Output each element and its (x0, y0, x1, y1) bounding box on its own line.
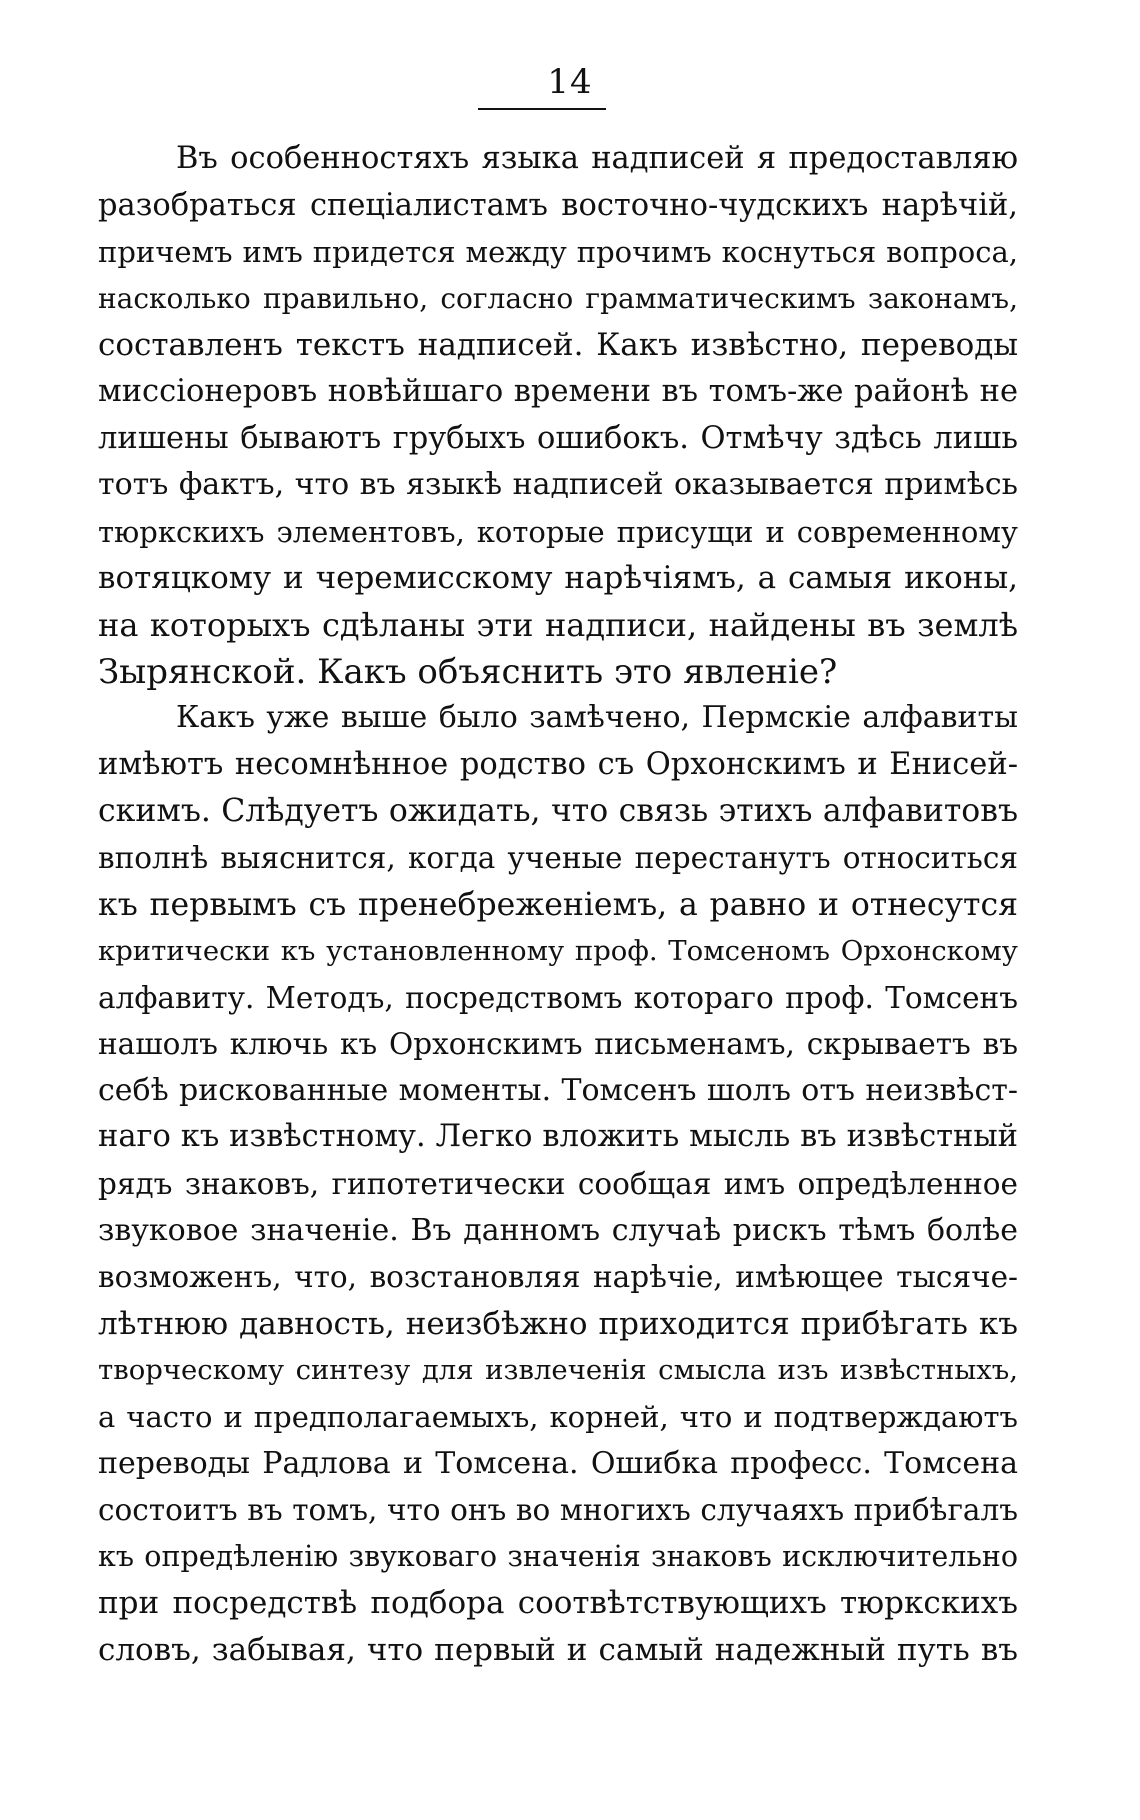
text-line: состоитъ въ томъ, что онъ во многихъ случаяхъ прибѣгалъ (98, 1493, 1018, 1528)
text-line: насколько правильно, согласно грамматическимъ законамъ, (98, 281, 1018, 315)
page-number: 14 (547, 62, 593, 102)
text-line: имѣютъ несомнѣнное родство съ Орхонскимъ и Енисей- (98, 746, 1018, 782)
text-line: причемъ имъ придется между прочимъ коснуться вопроса, (98, 235, 1018, 270)
text-line: возможенъ, что, возстановляя нарѣчіе, имѣющее тысяче- (98, 1260, 1018, 1295)
text-line: миссіонеровъ новѣйшаго времени въ томъ-же районѣ не (98, 373, 1018, 409)
text-line: себѣ рискованные моменты. Томсенъ шолъ отъ неизвѣст- (98, 1072, 1018, 1108)
text-line: алфавиту. Методъ, посредствомъ котораго проф. Томсенъ (98, 980, 1018, 1015)
text-line: къ первымъ съ пренебреженіемъ, а равно и отнесутся (98, 886, 1018, 923)
text-line: Зырянской. Какъ объяснить это явленіе? (98, 651, 838, 692)
text-line: составленъ текстъ надписей. Какъ извѣстно, переводы (98, 327, 1018, 364)
text-line: словъ, забывая, что первый и самый надежный путь въ (98, 1632, 1018, 1668)
text-line: звуковое значеніе. Въ данномъ случаѣ рискъ тѣмъ болѣе (98, 1212, 1018, 1248)
text-line: лишены бываютъ грубыхъ ошибокъ. Отмѣчу здѣсь лишь (98, 420, 1018, 456)
text-line: вполнѣ выяснится, когда ученые перестанутъ относиться (98, 840, 1018, 875)
text-line: критически къ установленному проф. Томсеномъ Орхонскому (98, 935, 1018, 968)
text-line: творческому синтезу для извлеченія смысла изъ извѣстныхъ, (98, 1354, 1018, 1387)
text-line: лѣтнюю давность, неизбѣжно приходится прибѣгать къ (98, 1305, 1018, 1342)
text-line: тюркскихъ элементовъ, которые присущи и современному (98, 514, 1018, 549)
text-line: къ опредѣленію звуковаго значенія знаковъ исключительно (98, 1539, 1018, 1573)
text-line: разобраться спеціалистамъ восточно-чудскихъ нарѣчій, (98, 187, 1018, 223)
text-line: переводы Радлова и Томсена. Ошибка професс. Томсена (98, 1445, 1018, 1481)
text-line: нашолъ ключь къ Орхонскимъ письменамъ, скрываетъ въ (98, 1027, 1018, 1062)
text-line: вотяцкому и черемисскому нарѣчіямъ, а самыя иконы, (98, 560, 1018, 597)
text-line: Какъ уже выше было замѣчено, Пермскіе алфавиты (176, 700, 1018, 736)
text-line: тотъ фактъ, что въ языкѣ надписей оказывается примѣсь (98, 467, 1018, 503)
text-line: Въ особенностяхъ языка надписей я предоставляю (176, 141, 1018, 176)
text-line: на которыхъ сдѣланы эти надписи, найдены въ землѣ (98, 605, 1018, 644)
text-line: рядъ знаковъ, гипотетически сообщая имъ опредѣленное (98, 1167, 1018, 1202)
text-line: скимъ. Слѣдуетъ ожидать, что связь этихъ алфавитовъ (98, 793, 1018, 830)
text-line: а часто и предполагаемыхъ, корней, что и подтверждаютъ (98, 1400, 1018, 1435)
body-text (98, 136, 1018, 1674)
text-line: наго къ извѣстному. Легко вложить мысль въ извѣстный (98, 1119, 1018, 1155)
text-line: при посредствѣ подбора соотвѣтствующихъ тюркскихъ (98, 1585, 1018, 1622)
page-number-rule (478, 108, 606, 110)
